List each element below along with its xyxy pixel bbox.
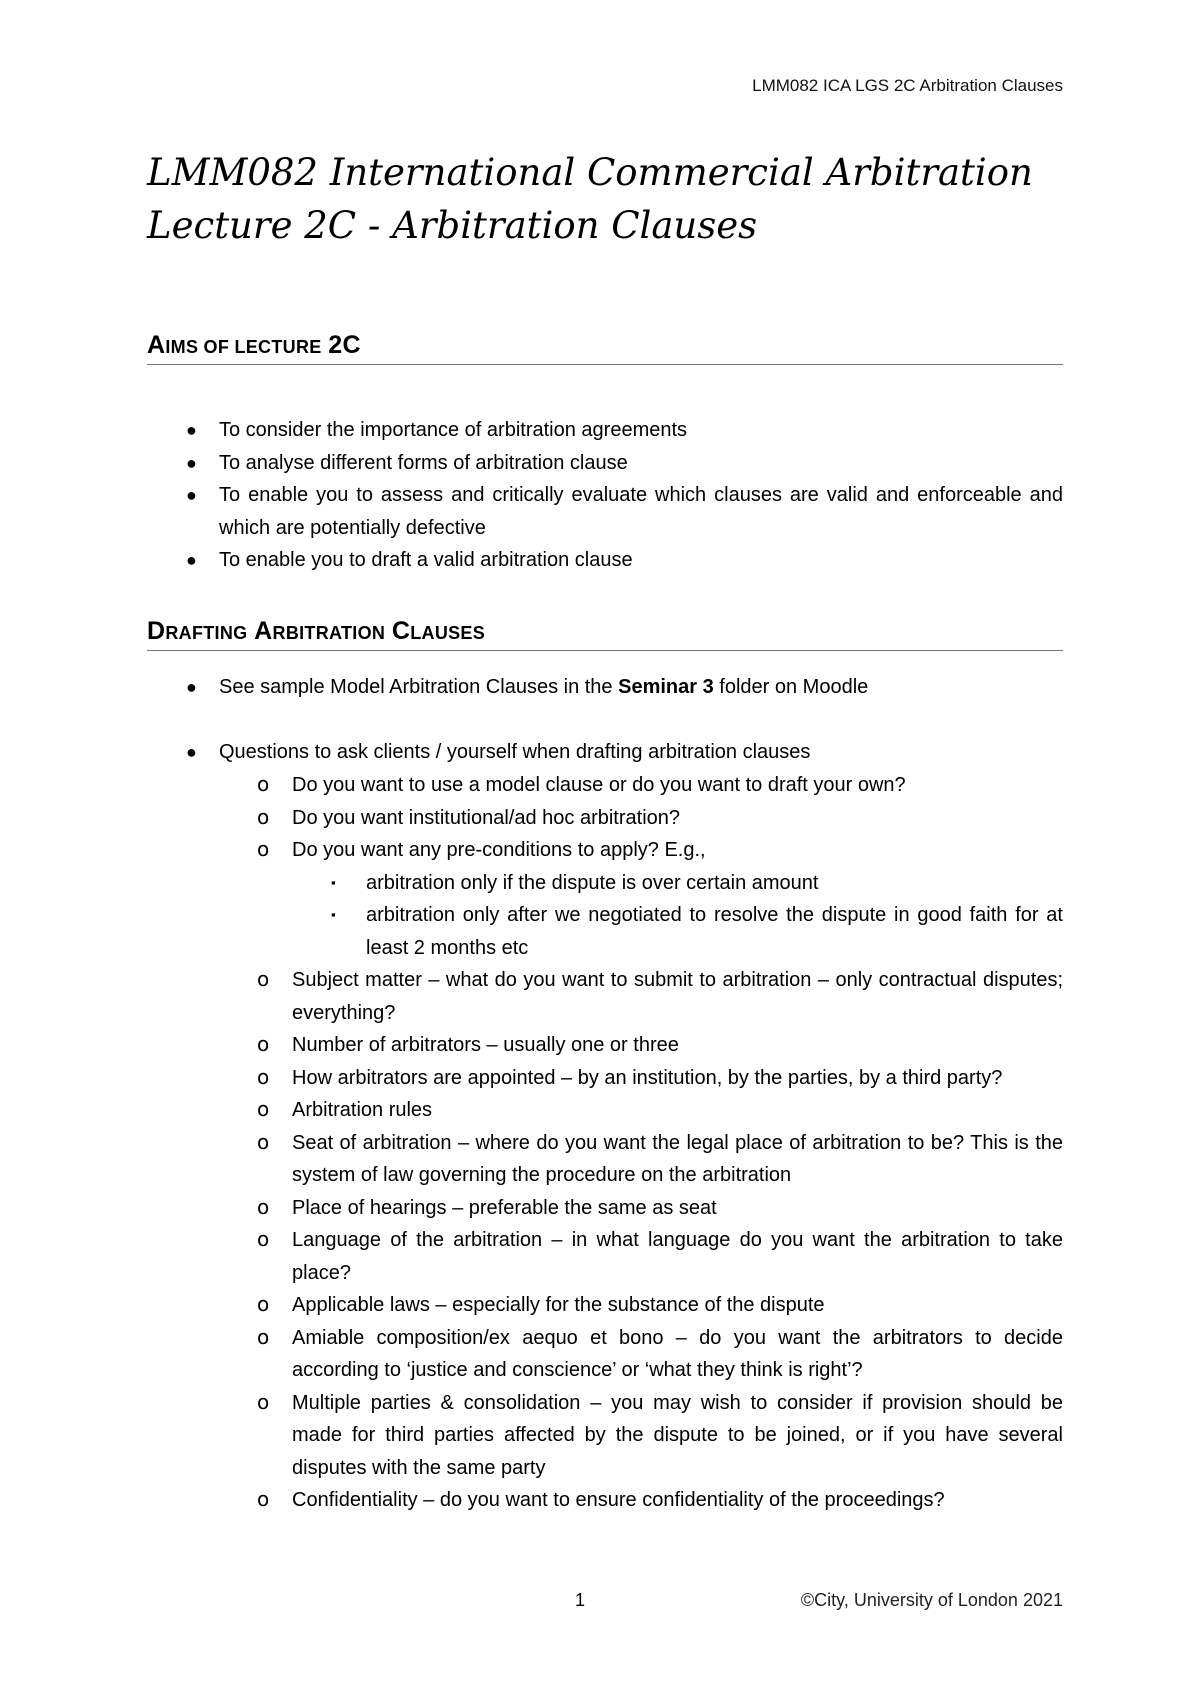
circle-bullet-icon: o <box>257 1227 270 1251</box>
drafting-list-2 <box>186 736 1063 769</box>
list-item: o Do you want institutional/ad hoc arbitration? <box>292 802 1063 835</box>
list-item: o Arbitration rules <box>292 1094 1063 1127</box>
list-item: o Confidentiality – do you want to ensure confidentiality of the proceedings? <box>292 1484 1063 1517</box>
bullet-icon: ● <box>186 677 197 697</box>
list-item: o Seat of arbitration – where do you want the legal place of arbitration to be? This is the system of law governing the procedure on the arbitration <box>292 1127 1063 1192</box>
bullet-icon: ● <box>186 742 197 762</box>
list-item: o Number of arbitrators – usually one or three <box>292 1029 1063 1062</box>
list-item: ● To enable you to assess and critically evaluate which clauses are valid and enforceable and which are potentially defective <box>219 479 1063 544</box>
list-item: o How arbitrators are appointed – by an institution, by the parties, by a third party? <box>292 1062 1063 1095</box>
list-item: ▪ arbitration only if the dispute is over certain amount <box>366 867 1063 900</box>
bullet-icon: ● <box>186 550 197 570</box>
running-header: LMM082 ICA LGS 2C Arbitration Clauses <box>752 76 1063 95</box>
drafting-list-1 <box>186 671 1063 704</box>
circle-bullet-icon: o <box>257 1032 270 1056</box>
page-title <box>147 146 1067 252</box>
list-item: o Multiple parties & consolidation – you may wish to consider if provision should be made for third parties affected by the dispute to be joined, or if you have several disputes with the same party <box>292 1387 1063 1485</box>
list-item: o Amiable composition/ex aequo et bono – do you want the arbitrators to decide according to ‘justice and conscience’ or ‘what they think is right’? <box>292 1322 1063 1387</box>
circle-bullet-icon: o <box>257 837 270 861</box>
circle-bullet-icon: o <box>257 804 270 829</box>
circle-bullet-icon: o <box>257 1324 270 1349</box>
circle-bullet-icon: o <box>257 1487 270 1511</box>
circle-bullet-icon: o <box>257 1194 270 1219</box>
list-item: ● Questions to ask clients / yourself when drafting arbitration clauses <box>219 736 1063 769</box>
bullet-icon: ● <box>186 485 197 505</box>
circle-bullet-icon: o <box>257 772 270 796</box>
list-item: ● To enable you to draft a valid arbitration clause <box>219 544 1063 577</box>
list-item: o Place of hearings – preferable the same as seat <box>292 1192 1063 1225</box>
list-item: ● To analyse different forms of arbitration clause <box>219 447 1063 480</box>
square-bullet-icon: ▪ <box>331 874 336 890</box>
list-item: ▪ arbitration only after we negotiated to resolve the dispute in good faith for at least 2 months etc <box>366 899 1063 964</box>
questions-list <box>257 769 1063 1517</box>
list-item: o Do you want any pre-conditions to apply? E.g., ▪ arbitration only if the dispute is over certain amount ▪ arbitration only after we negotiated to resolve the dispute in good faith for at least 2 months etc <box>292 834 1063 964</box>
seminar-reference: Seminar 3 <box>618 676 714 698</box>
circle-bullet-icon: o <box>257 967 270 991</box>
copyright-notice: ©City, University of London 2021 <box>800 1590 1063 1610</box>
aims-heading: AIMS OF LECTURE 2C <box>147 330 1063 365</box>
drafting-heading: DRAFTING ARBITRATION CLAUSES <box>147 616 1063 651</box>
page-number: 1 <box>575 1590 586 1610</box>
bullet-icon: ● <box>186 452 197 473</box>
list-item: ● See sample Model Arbitration Clauses in the Seminar 3 folder on Moodle <box>219 671 1063 704</box>
bullet-icon: ● <box>186 420 197 440</box>
list-item: o Subject matter – what do you want to submit to arbitration – only contractual disputes; everything? <box>292 964 1063 1029</box>
circle-bullet-icon: o <box>257 1097 270 1121</box>
circle-bullet-icon: o <box>257 1064 270 1089</box>
circle-bullet-icon: o <box>257 1389 270 1414</box>
list-item: o Applicable laws – especially for the substance of the dispute <box>292 1289 1063 1322</box>
list-item: ● To consider the importance of arbitration agreements <box>219 414 1063 447</box>
circle-bullet-icon: o <box>257 1292 270 1316</box>
preconditions-list <box>331 867 1063 965</box>
aims-list <box>186 414 1063 577</box>
circle-bullet-icon: o <box>257 1129 270 1154</box>
square-bullet-icon: ▪ <box>331 907 336 922</box>
title-line-2: Lecture 2C - Arbitration Clauses <box>147 204 758 247</box>
list-item: o Do you want to use a model clause or do you want to draft your own? <box>292 769 1063 802</box>
list-item: o Language of the arbitration – in what language do you want the arbitration to take place? <box>292 1224 1063 1289</box>
title-line-1: LMM082 International Commercial Arbitration <box>147 151 1033 194</box>
